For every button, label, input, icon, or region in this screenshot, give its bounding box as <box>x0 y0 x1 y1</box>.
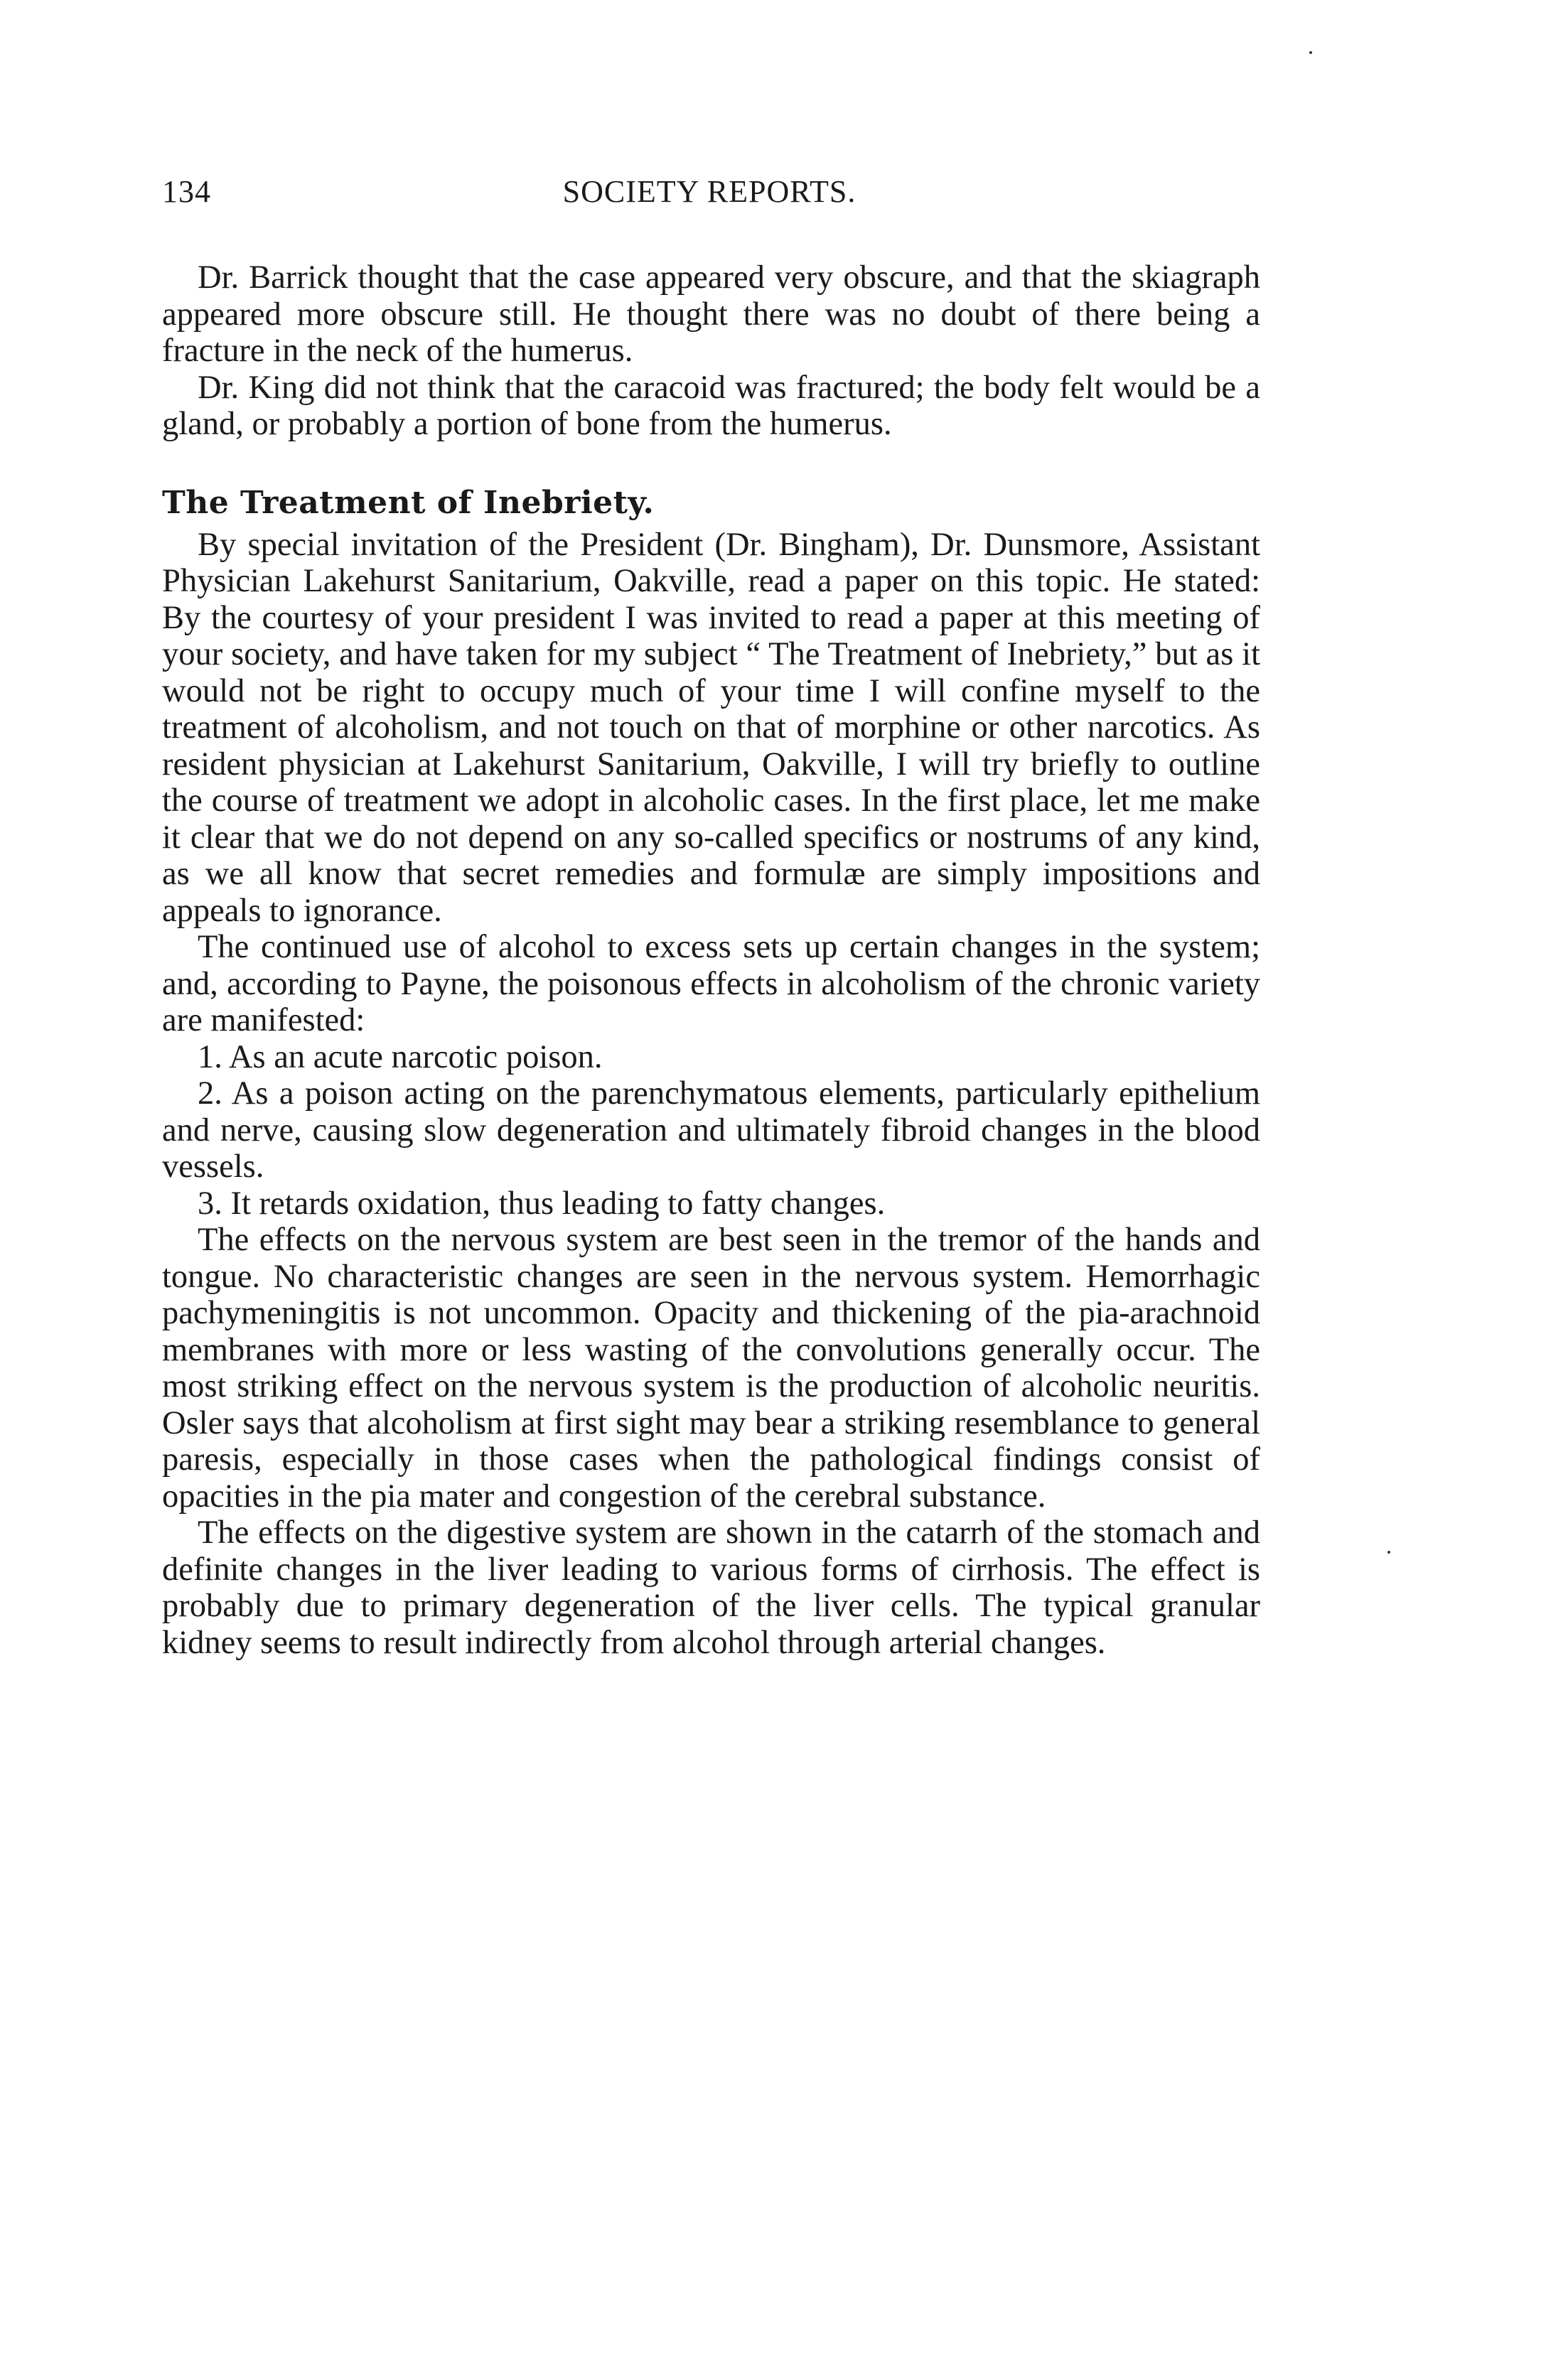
list-item: 1. As an acute narcotic poison. <box>198 1038 603 1075</box>
running-head <box>162 173 1257 223</box>
paragraph: The continued use of alcohol to excess sets up certain changes in the system; and, according to Payne, the poisonous effects in alcoholism of the chronic variety are manifested: <box>162 929 1260 1038</box>
paragraph: Dr. King did not think that the caracoid was fractured; the body felt would be a gland, or probably a portion of bone from the humerus. <box>162 369 1260 442</box>
body-text <box>162 259 1260 1661</box>
list-item: 3. It retards oxidation, thus leading to fatty changes. <box>198 1185 886 1222</box>
running-title: SOCIETY REPORTS. <box>562 174 857 209</box>
list-item: 2. As a poison acting on the parenchymatous elements, particularly epithelium and nerve, causing slow degeneration and ultimately fibroid changes in the blood vessels. <box>162 1075 1260 1185</box>
print-speck <box>1309 51 1312 54</box>
paragraph: The effects on the digestive system are shown in the catarrh of the stomach and definite changes in the liver leading to various forms of cirrhosis. The effect is probably due to primary degeneration of the liver cells. The typical granular kidney seems to result indirectly from alcohol through arterial changes. <box>162 1515 1260 1661</box>
page-number: 134 <box>162 174 211 209</box>
paragraph: Dr. Barrick thought that the case appeared very obscure, and that the skiagraph appeared more obscure still. He thought there was no doubt of there being a fracture in the neck of the humerus. <box>162 259 1260 369</box>
print-speck <box>1387 1551 1390 1554</box>
paragraph: By special invitation of the President (Dr. Bingham), Dr. Dunsmore, Assistant Physician Lakehurst Sanitarium, Oakville, read a paper on this topic. He stated: By the courtesy of your president I was invited to read a paper at this meeting of your society, and have taken for my subject “ The Treatment of Inebriety,” but as it would not be right to occupy much of your time I will confine myself to the treatment of alcoholism, and not touch on that of morphine or other narcotics. As resident physician at Lakehurst Sanitarium, Oakville, I will try briefly to outline the course of treatment we adopt in alcoholic cases. In the first place, let me make it clear that we do not depend on any so-called specifics or nostrums of any kind, as we all know that secret remedies and formulæ are simply impositions and appeals to ignorance. <box>162 526 1260 929</box>
paragraph: The effects on the nervous system are best seen in the tremor of the hands and tongue. No characteristic changes are seen in the nervous system. Hemorrhagic pachymeningitis is not uncommon. Opacity and thickening of the pia-arachnoid membranes with more or less wasting of the convolutions generally occur. The most striking effect on the nervous system is the production of alcoholic neuritis. Osler says that alcoholism at first sight may bear a striking resemblance to general paresis, especially in those cases when the pathological findings consist of opacities in the pia mater and congestion of the cerebral substance. <box>162 1222 1260 1515</box>
section-heading: The Treatment of Inebriety. <box>162 484 655 521</box>
